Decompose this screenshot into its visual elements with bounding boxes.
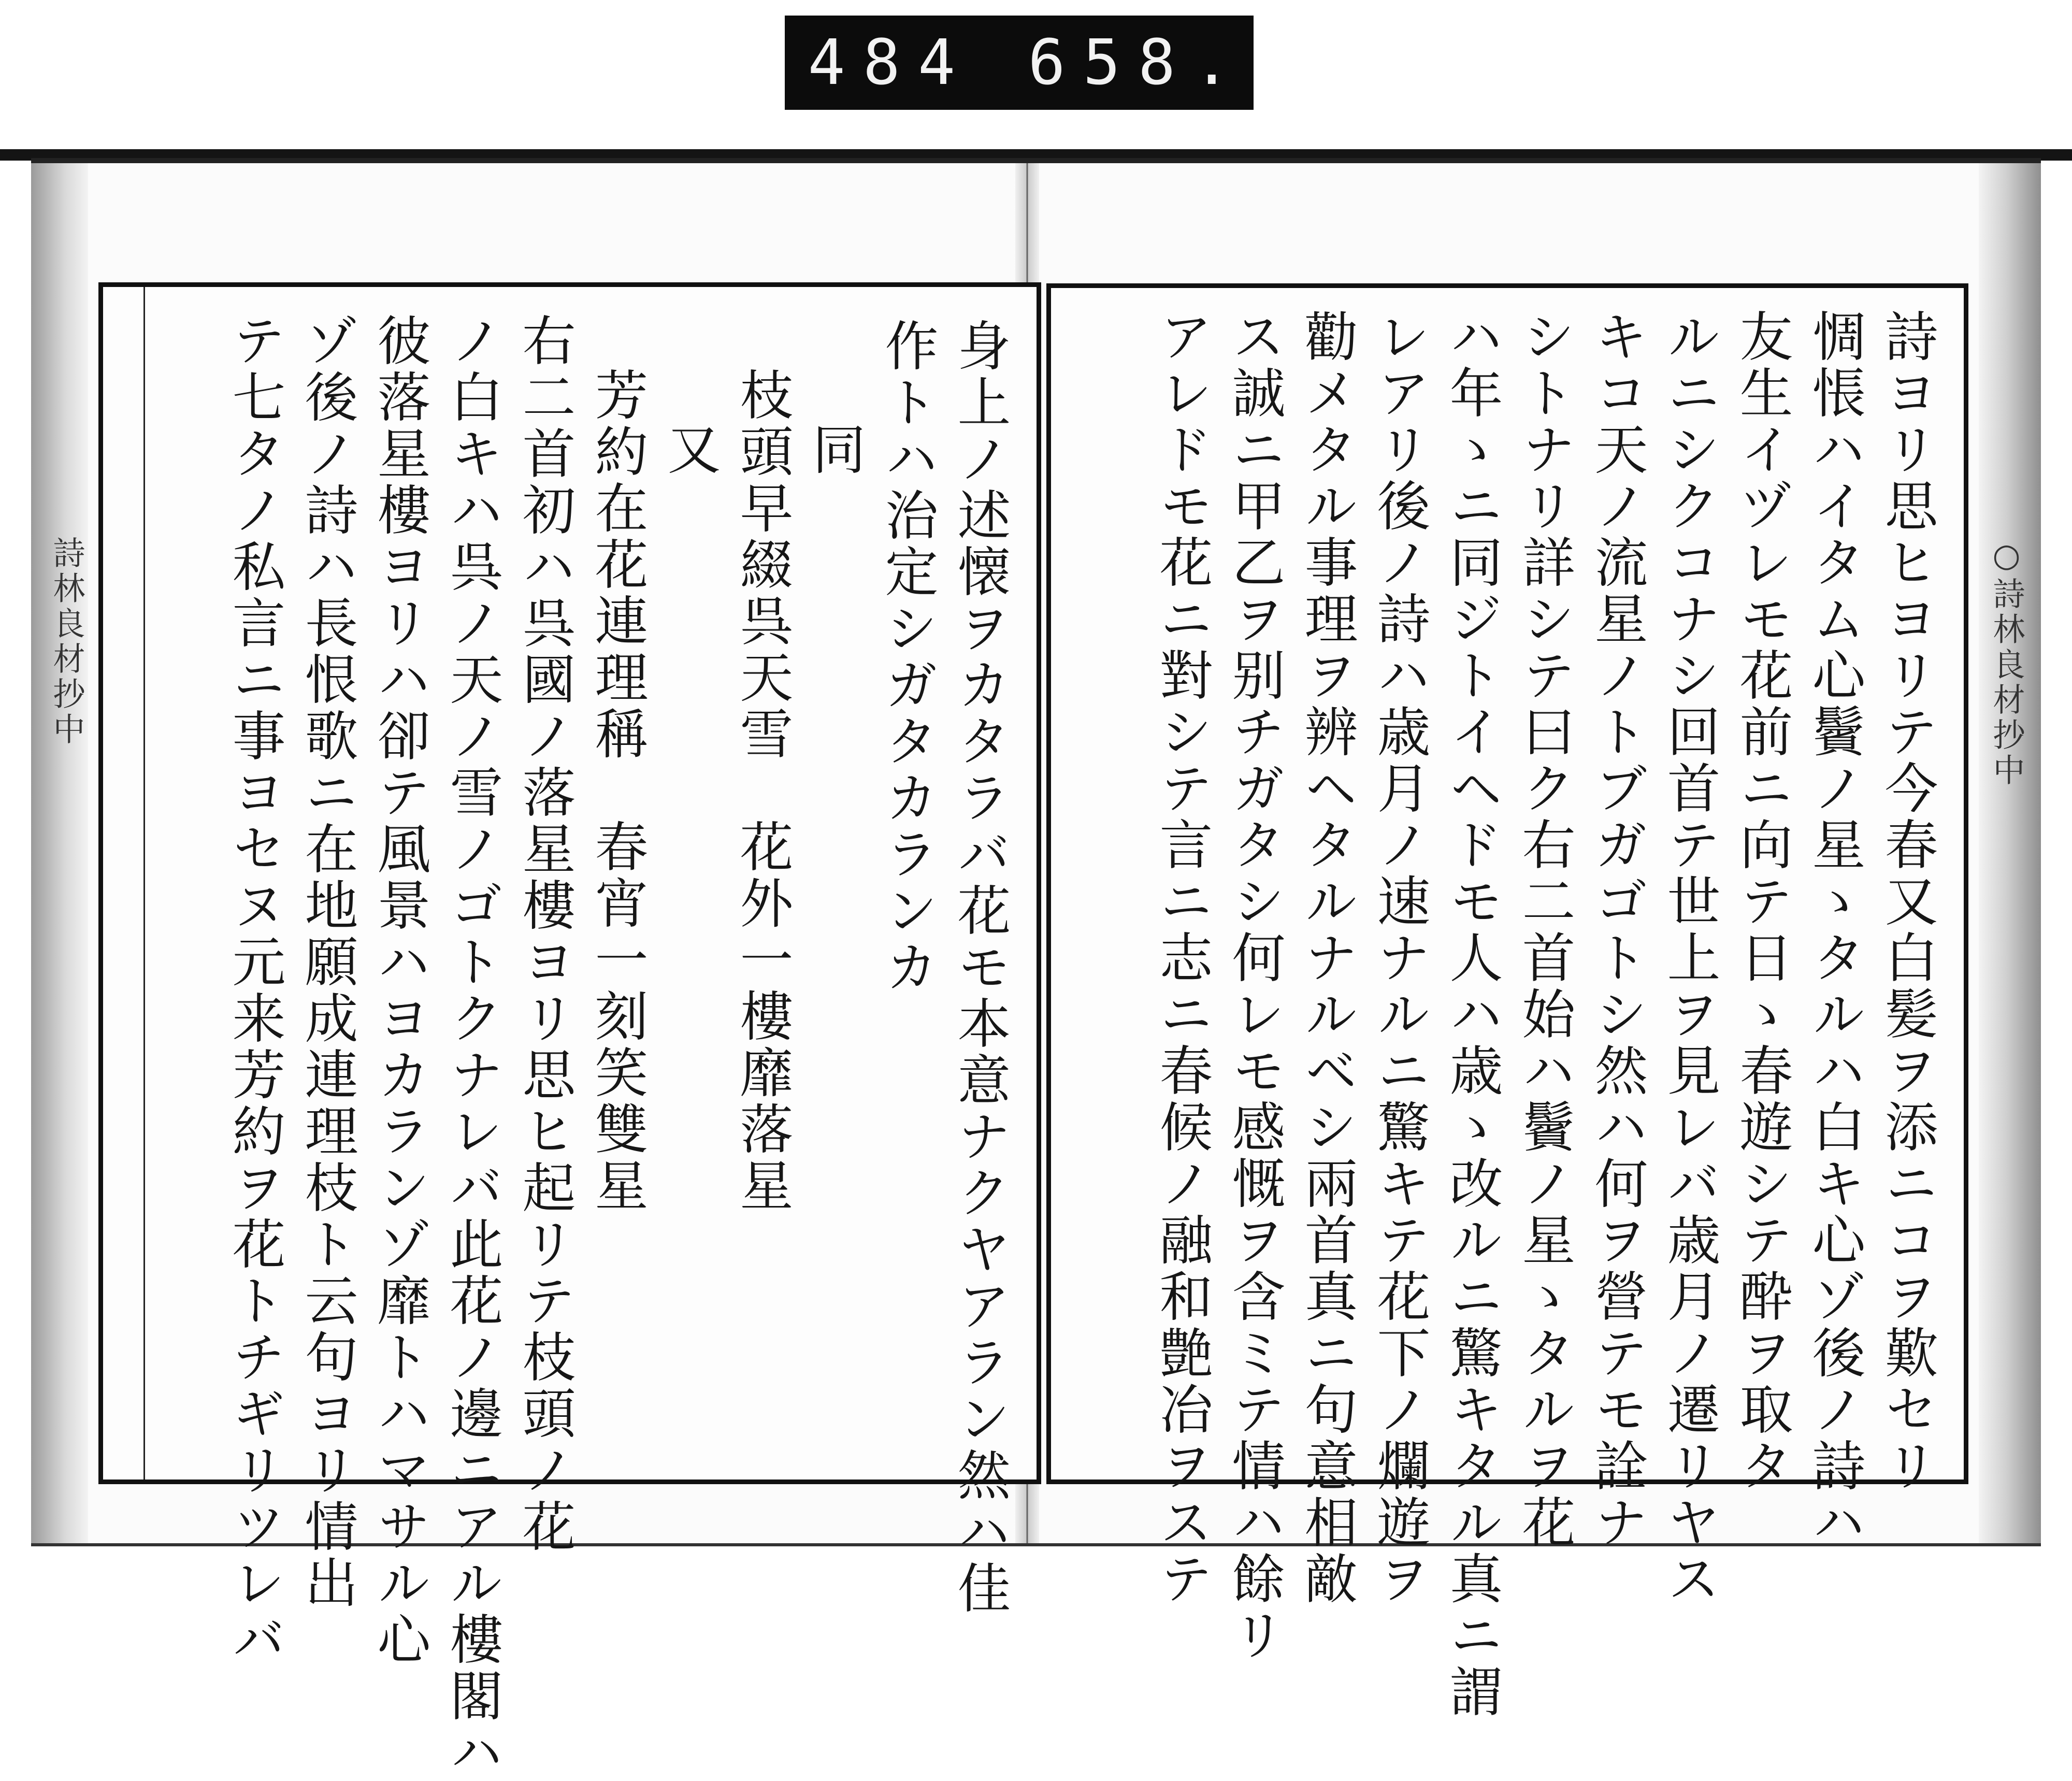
page-number-label — [785, 16, 1254, 110]
text-column: 同 — [803, 422, 866, 478]
book-edge-left — [31, 163, 88, 1543]
text-column: ス誠ニ甲乙ヲ别チガタシ何レモ感慨ヲ含ミテ情ハ餘リ — [1223, 309, 1285, 1664]
text-column: レアリ後ノ詩ハ歳月ノ速ナルニ驚キテ花下ノ爛遊ヲ — [1368, 309, 1430, 1607]
text-column: ハ年ゝニ同ジトイヘドモ人ハ歳ゝ改ルニ驚キタル真ニ謂 — [1441, 309, 1503, 1720]
text-column: ノ白キハ呉ノ天ノ雪ノゴトクナレバ此花ノ邊ニアル樓閣ハ — [441, 313, 503, 1781]
book-edge-right — [1979, 163, 2041, 1543]
column-rule — [143, 287, 145, 1480]
text-column: シトナリ詳シテ曰ク右二首始ハ鬢ノ星ゝタルヲ花 — [1513, 309, 1575, 1551]
text-column: 惆悵ハイタム心鬢ノ星ゝタルハ白キ心ゾ後ノ詩ハ — [1803, 309, 1865, 1551]
text-column: キコ天ノ流星ノトブガゴトシ然ハ何ヲ營テモ詮ナ — [1586, 309, 1648, 1551]
text-column: テ七タノ私言ニ事ヨセヌ元来芳約ヲ花トチギリツレバ — [223, 313, 285, 1668]
right-page-frame — [1046, 283, 1968, 1720]
text-column: 右二首初ハ呉國ノ落星樓ヨリ思ヒ起リテ枝頭ノ花 — [513, 313, 575, 1555]
text-column: 又 — [658, 422, 721, 478]
text-column: 友生イヅレモ花前ニ向テ日ゝ春遊シテ酔ヲ取タ — [1731, 309, 1793, 1495]
book-spread — [31, 158, 2041, 1781]
page-number-text: 484 658. — [808, 26, 1248, 99]
text-column: 作トハ治定シガタカランカ — [876, 318, 938, 996]
edge-title-left: 詩林良材抄中 — [48, 536, 85, 748]
left-page-frame — [98, 282, 1041, 1781]
edge-title-right: ○詩林良材抄中 — [1988, 536, 2025, 788]
text-column: 芳約在花連理稱 春宵一刻笑雙星 — [586, 367, 648, 1214]
text-column: 枝頭早綴呉天雪 花外一樓靡落星 — [731, 367, 793, 1214]
text-column: 彼落星樓ヨリハ卻テ風景ハヨカランゾ靡トハマサル心 — [368, 313, 430, 1668]
text-column: アレドモ花ニ對シテ言ニ志ニ春候ノ融和艶冶ヲステ — [1150, 309, 1213, 1607]
text-column: ルニシクコナシ回首テ世上ヲ見レバ歳月ノ遷リヤス — [1658, 309, 1720, 1607]
text-column: 詩ヨリ思ヒヨリテ今春又白髪ヲ添ニコヲ歎セリ — [1876, 309, 1938, 1495]
text-column: ゾ後ノ詩ハ長恨歌ニ在地願成連理枝ト云句ヨリ情出 — [296, 313, 358, 1612]
text-column: 勸メタル事理ヲ辨ヘタルナルベシ兩首真ニ句意相敵 — [1296, 309, 1358, 1607]
text-column: 身上ノ述懐ヲカタラバ花モ本意ナクヤアラン然ハ佳 — [948, 318, 1011, 1617]
